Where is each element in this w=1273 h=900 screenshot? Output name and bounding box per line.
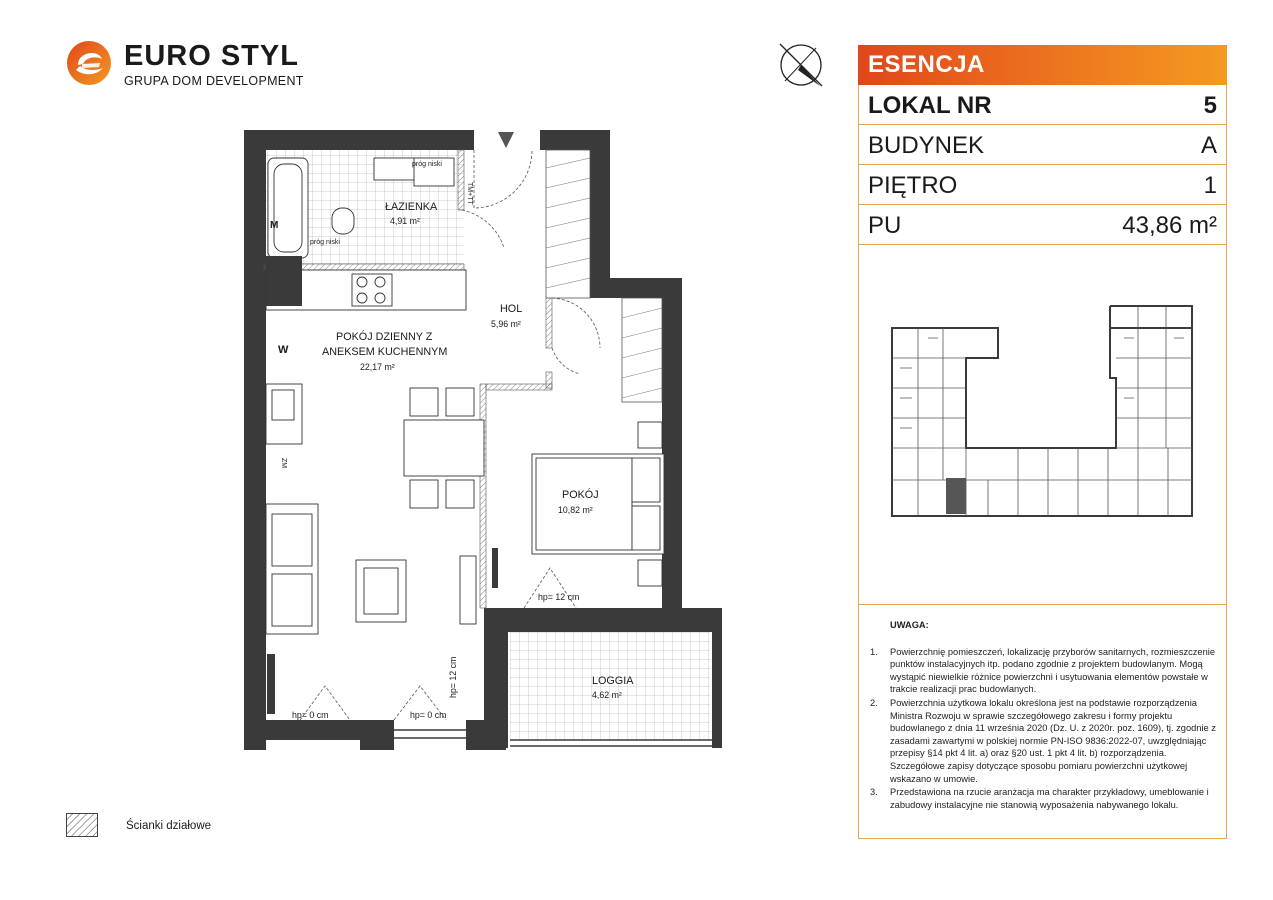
info-value: 1 [1203, 172, 1217, 199]
svg-text:hp= 0 cm: hp= 0 cm [410, 710, 447, 720]
room-area-bedroom: 10,82 m² [558, 505, 593, 515]
info-row-pietro [858, 165, 1227, 205]
svg-text:M: M [270, 220, 279, 231]
room-area-living: 22,17 m² [360, 362, 395, 372]
svg-text:próg niski: próg niski [412, 161, 442, 168]
room-area-loggia: 4,62 m² [592, 690, 622, 700]
info-row-lokal [858, 85, 1227, 125]
room-label-living-2: ANEKSEM KUCHENNYM [322, 346, 448, 358]
room-label-bedroom: POKÓJ [562, 489, 599, 501]
euro-styl-logo [66, 40, 112, 86]
note-item: 1. Powierzchnię pomieszczeń, lokalizację przyborów sanitarnych, rozmieszczenie punktów instalacyjnych itp. podano zgodnie z projektem budowlanym. Mogą wystąpić niewielkie różnice powierzchni i usytuowania elementów powstałe w trakcie realizacji prac budowlanych. [870, 646, 1216, 695]
brand-name: EURO STYL [124, 40, 299, 72]
svg-text:TM+TT: TM+TT [466, 182, 473, 205]
note-item: 2. Powierzchnia użytkowa lokalu określona jest na podstawie rozporządzenia Ministra Rozwoju w sprawie szczegółowego zakresu i formy projektu budowlanego z dnia 11 września 2020 (Dz. U. z 2020r. poz. 1609), tj. zgodnie z zasadami zawartymi w polskiej normie PN-ISO 9836:2022-07, uwzględniając przepisy §14 pkt 4 lit. a) oraz §20 ust. 1 pkt 4 lit. b) rozporządzenia. Szczegółowe zapisy dotyczące sposobu pomiaru powierzchni użytkowej wskazano w umowie. [870, 697, 1216, 784]
floor-plan [240, 128, 730, 758]
info-key: BUDYNEK [868, 132, 985, 159]
room-label-living-1: POKÓJ DZIENNY Z [336, 331, 433, 343]
project-name: ESENCJA [868, 51, 985, 78]
info-value: 5 [1203, 92, 1217, 119]
info-key: LOKAL NR [868, 92, 992, 119]
brand-subtitle: GRUPA DOM DEVELOPMENT [124, 74, 304, 88]
svg-text:próg niski: próg niski [310, 239, 340, 246]
room-label-bathroom: ŁAZIENKA [385, 201, 438, 213]
svg-text:W: W [278, 344, 289, 356]
legend-label: Ścianki działowe [126, 820, 212, 832]
notes-section [870, 619, 1216, 812]
svg-text:hp= 0 cm: hp= 0 cm [292, 710, 329, 720]
notes-title: UWAGA: [890, 620, 929, 630]
svg-text:ZM: ZM [280, 458, 287, 469]
building-key-plan [888, 298, 1196, 520]
info-value: 43,86 m² [1122, 212, 1217, 239]
room-label-hall: HOL [500, 303, 523, 315]
room-label-loggia: LOGGIA [592, 675, 634, 687]
note-item: 3. Przedstawiona na rzucie aranżacja ma charakter przykładowy, umeblowanie i zabudowy instalacyjne nie stanowią wyposażenia nabywanego lokalu. [870, 787, 1209, 810]
info-row-pu [858, 205, 1227, 245]
svg-text:hp= 12 cm: hp= 12 cm [448, 656, 458, 698]
room-area-bathroom: 4,91 m² [390, 216, 420, 226]
partition-wall-legend-swatch [66, 813, 98, 837]
info-key: PU [868, 212, 902, 239]
svg-text:hp= 12 cm: hp= 12 cm [538, 592, 580, 602]
info-key: PIĘTRO [868, 172, 958, 199]
panel-divider [858, 604, 1227, 605]
room-area-hall: 5,96 m² [491, 319, 521, 329]
info-row-budynek [858, 125, 1227, 165]
project-header [858, 45, 1227, 85]
info-value: A [1200, 132, 1217, 159]
north-arrow-icon [776, 40, 826, 90]
